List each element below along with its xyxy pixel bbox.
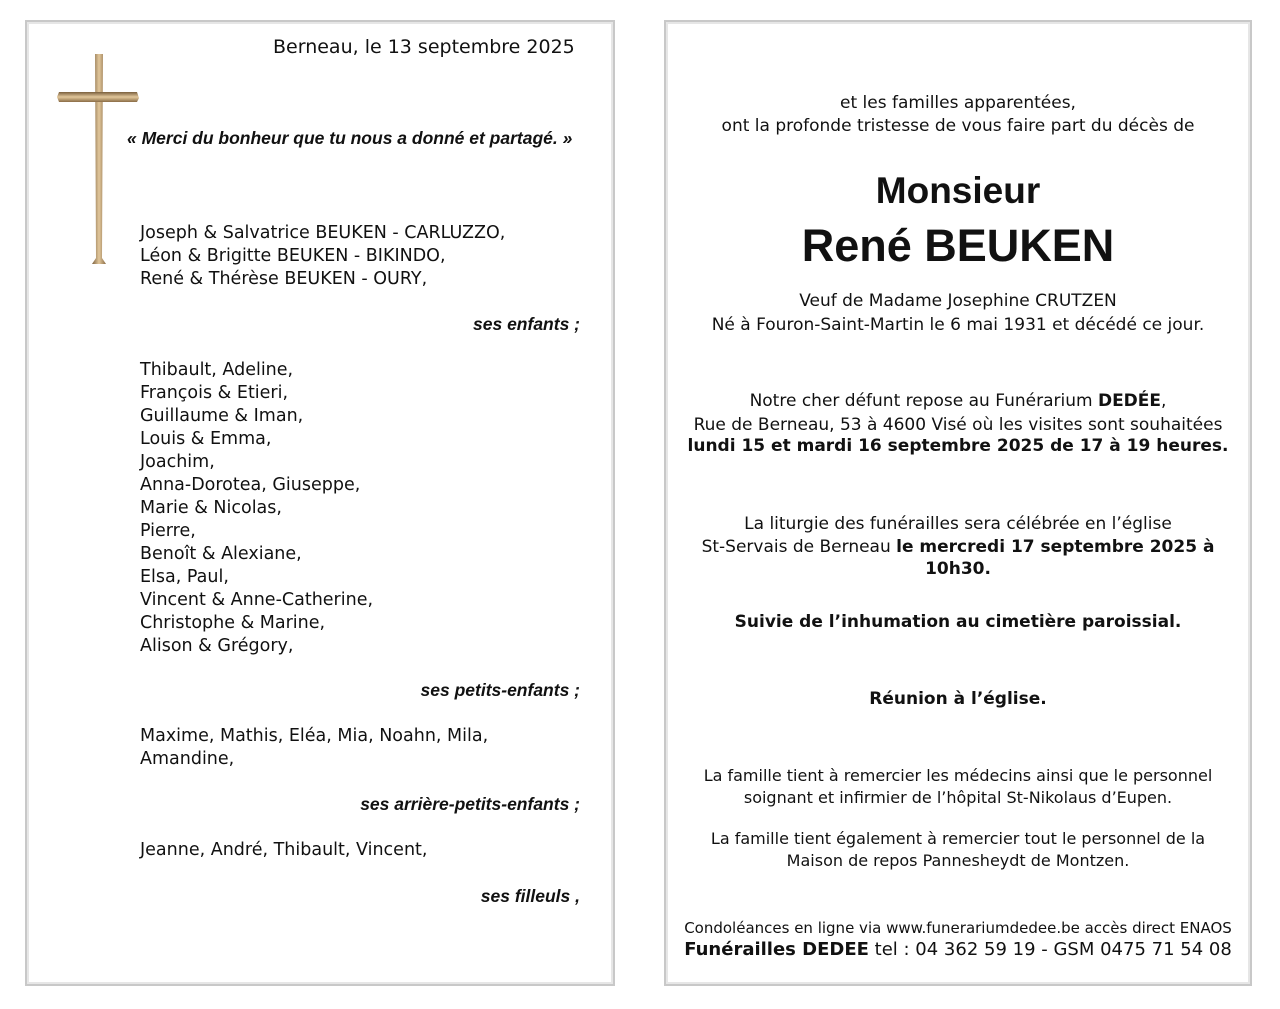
thanks-line-3: La famille tient également à remercier tout le personnel de la (710, 829, 1206, 848)
burial-line: Suivie de l’inhumation au cimetière paroissial. (734, 612, 1182, 632)
rest-text: Notre cher défunt repose au Funérarium (749, 391, 1098, 411)
funeral-home-name: DEDÉE (1097, 391, 1162, 411)
godchildren-list (140, 839, 427, 862)
list-item: Marie & Nicolas, (140, 498, 282, 518)
condolences-line: Condoléances en ligne via www.funerariumdedee.be accès direct ENAOS (684, 919, 1232, 937)
list-item: Joachim, (140, 452, 215, 472)
phone-numbers: tel : 04 362 59 19 - GSM 0475 71 54 08 (868, 939, 1232, 960)
thanks-line-4: Maison de repos Pannesheydt de Montzen. (786, 851, 1130, 870)
intro-line-2: ont la profonde tristesse de vous faire part du décès de (721, 116, 1195, 136)
thanks-line-2: soignant et infirmier de l’hôpital St-Nikolaus d’Eupen. (743, 788, 1173, 807)
list-item: Christophe & Marine, (140, 613, 326, 633)
right-page (664, 20, 1252, 986)
role-godchildren: ses filleuls , (480, 886, 580, 906)
cross-icon (57, 52, 143, 266)
list-item: René & Thérèse BEUKEN - OURY, (140, 269, 428, 289)
list-item: Alison & Grégory, (140, 636, 294, 656)
funeral-contact (666, 939, 1250, 960)
intro-line-1: et les familles apparentées, (840, 93, 1076, 113)
list-item: Léon & Brigitte BEUKEN - BIKINDO, (140, 246, 446, 266)
great-grandchildren-list (140, 725, 488, 771)
quote: « Merci du bonheur que tu nous a donné et partagé. » (127, 128, 573, 148)
rest-line-1 (666, 390, 1250, 412)
list-item: Anna-Dorotea, Giuseppe, (140, 475, 361, 495)
list-item: Pierre, (140, 521, 196, 541)
reunion-line: Réunion à l’église. (869, 689, 1047, 709)
role-grandchildren: ses petits-enfants ; (420, 680, 580, 700)
list-item: Maxime, Mathis, Eléa, Mia, Noahn, Mila, (140, 726, 489, 746)
thanks-line-1: La famille tient à remercier les médecins ainsi que le personnel (703, 766, 1213, 785)
liturgy-date: le mercredi 17 septembre 2025 à 10h30. (896, 537, 1215, 579)
list-item: Jeanne, André, Thibault, Vincent, (140, 840, 428, 860)
rest-comma: , (1161, 391, 1167, 411)
rest-line-2: Rue de Berneau, 53 à 4600 Visé où les visites sont souhaitées (693, 415, 1223, 435)
left-page (25, 20, 615, 986)
list-item: Louis & Emma, (140, 429, 272, 449)
list-item: Benoît & Alexiane, (140, 544, 302, 564)
deceased-name: René BEUKEN (801, 220, 1115, 271)
date-line: Berneau, le 13 septembre 2025 (273, 36, 575, 58)
list-item: François & Etieri, (140, 383, 289, 403)
liturgy-line-2 (666, 536, 1250, 580)
list-item: Guillaume & Iman, (140, 406, 304, 426)
grandchildren-list (140, 359, 373, 658)
funeral-company: Funérailles DEDEE (684, 939, 869, 960)
list-item: Elsa, Paul, (140, 567, 229, 587)
list-item: Joseph & Salvatrice BEUKEN - CARLUZZO, (140, 223, 506, 243)
visiting-hours: lundi 15 et mardi 16 septembre 2025 de 17 à 19 heures. (687, 436, 1229, 456)
title-monsieur: Monsieur (875, 170, 1041, 211)
liturgy-line-1: La liturgie des funérailles sera célébrée en l’église (744, 514, 1172, 534)
children-list (140, 222, 505, 291)
widow-line: Veuf de Madame Josephine CRUTZEN (799, 291, 1117, 311)
role-children: ses enfants ; (473, 314, 580, 334)
birth-death-line: Né à Fouron-Saint-Martin le 6 mai 1931 et décédé ce jour. (711, 315, 1205, 335)
liturgy-church: St-Servais de Berneau (701, 537, 897, 557)
list-item: Amandine, (140, 749, 235, 769)
role-great-grandchildren: ses arrière-petits-enfants ; (360, 794, 580, 814)
list-item: Vincent & Anne-Catherine, (140, 590, 374, 610)
list-item: Thibault, Adeline, (140, 360, 294, 380)
